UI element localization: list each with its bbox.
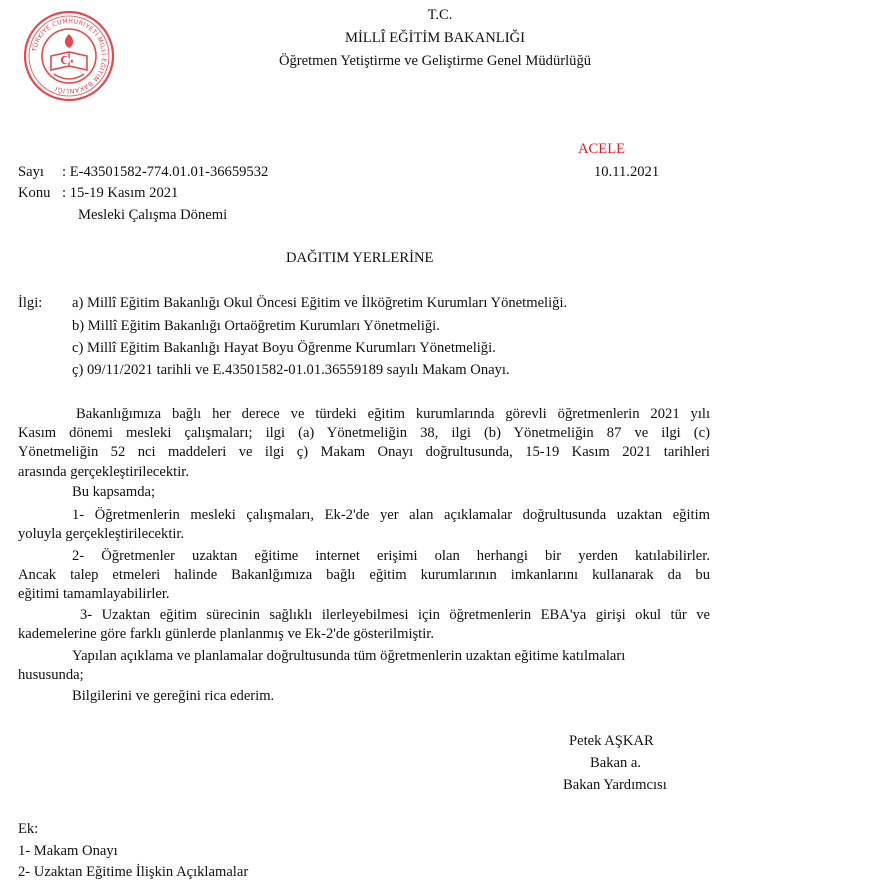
body-p1-line1: Bakanlığımıza bağlı her derece ve türdeki eğitim kurumlarında görevli öğretmenlerin 2021 yılı [76, 406, 710, 422]
document-date: 10.11.2021 [594, 164, 660, 180]
signer-on-behalf: Bakan a. [590, 755, 642, 771]
signer-title: Bakan Yardımcısı [563, 777, 667, 793]
body-p3-line1: 1- Öğretmenlerin mesleki çalışmaları, Ek-2'de yer alan açıklamalar doğrultusunda uzaktan eğitim [72, 507, 710, 523]
body-p6-line2: hususunda; [18, 667, 84, 684]
ilgi-item-c: c) Millî Eğitim Bakanlığı Hayat Boyu Öğrenme Kurumları Yönetmeliği. [72, 340, 496, 356]
sayi-value: : E-43501582-774.01.01-36659532 [62, 164, 269, 180]
body-p1-line3: Yönetmeliğin 52 nci maddeleri ve ilgi ç) Makam Onayı doğrultusunda, 15-19 Kasım 2021 tarihleri [18, 444, 710, 461]
attachments-label: Ek: [18, 821, 39, 837]
konu-value: : 15-19 Kasım 2021 [62, 185, 179, 201]
body-paragraph-3 [18, 506, 710, 544]
body-paragraph-1 [18, 405, 710, 482]
attachment-item-1: 1- Makam Onayı [18, 843, 118, 859]
body-paragraph-2: Bu kapsamda; [72, 484, 156, 500]
header-directorate: Öğretmen Yetiştirme ve Geliştirme Genel Müdürlüğü [278, 53, 592, 69]
body-p5-line1: 3- Uzaktan eğitim sürecinin sağlıklı ilerleyebilmesi için öğretmenlerin EBA'ya girişi okul tür ve [80, 607, 710, 623]
header-tc: T.C. [427, 7, 453, 23]
header-ministry: MİLLÎ EĞİTİM BAKANLIĞI [345, 30, 525, 46]
ilgi-item-cc: ç) 09/11/2021 tarihli ve E.43501582-01.01.36559189 sayılı Makam Onayı. [72, 362, 510, 378]
body-p1-line2: Kasım dönemi mesleki çalışmaları; ilgi (a) Yönetmeliğin 38, ilgi (b) Yönetmeliğin 87 ve ilgi (c) [18, 425, 710, 442]
body-p4-line3: eğitimi tamamlayabilirler. [18, 586, 170, 603]
body-p4-line1: 2- Öğretmenler uzaktan eğitime internet erişimi olan herhangi bir yerden katılabilirler. [72, 548, 710, 564]
konu-value-2: Mesleki Çalışma Dönemi [78, 207, 228, 223]
body-p4-line2: Ancak talep etmeleri halinde Bakanlğımıza bağlı eğitim kurumlarının imkanlarını kullanarak da bu [18, 567, 710, 584]
ilgi-item-b: b) Millî Eğitim Bakanlığı Ortaöğretim Kurumları Yönetmeliği. [72, 318, 440, 334]
body-paragraph-5 [18, 606, 710, 644]
body-paragraph-6 [18, 647, 710, 685]
body-p5-line2: kademelerine göre farklı günlerde planlanmış ve Ek-2'de gösterilmiştir. [18, 626, 434, 643]
body-paragraph-4 [18, 547, 710, 605]
body-paragraph-7: Bilgilerini ve gereğini rica ederim. [72, 688, 275, 704]
svg-text:TÜRKİYE CUMHURİYETİ MİLLÎ EĞİT: TÜRKİYE CUMHURİYETİ MİLLÎ EĞİTİM BAKANLIĞI [31, 17, 108, 95]
attachment-item-2: 2- Uzaktan Eğitime İlişkin Açıklamalar [18, 864, 249, 880]
konu-label: Konu [18, 185, 51, 201]
signer-name: Petek AŞKAR [569, 733, 654, 749]
addressee: DAĞITIM YERLERİNE [286, 250, 434, 266]
ilgi-label: İlgi: [18, 295, 43, 311]
body-p3-line2: yoluyla gerçekleştirilecektir. [18, 526, 185, 543]
sayi-label: Sayı [18, 164, 44, 180]
body-p6-line1: Yapılan açıklama ve planlamalar doğrultusunda tüm öğretmenlerin uzaktan eğitime katılmaları [72, 648, 626, 664]
ilgi-item-a: a) Millî Eğitim Bakanlığı Okul Öncesi Eğitim ve İlköğretim Kurumları Yönetmeliği. [72, 295, 568, 311]
urgency-label: ACELE [578, 141, 626, 157]
body-p1-line4: arasında gerçekleştirilecektir. [18, 463, 189, 480]
